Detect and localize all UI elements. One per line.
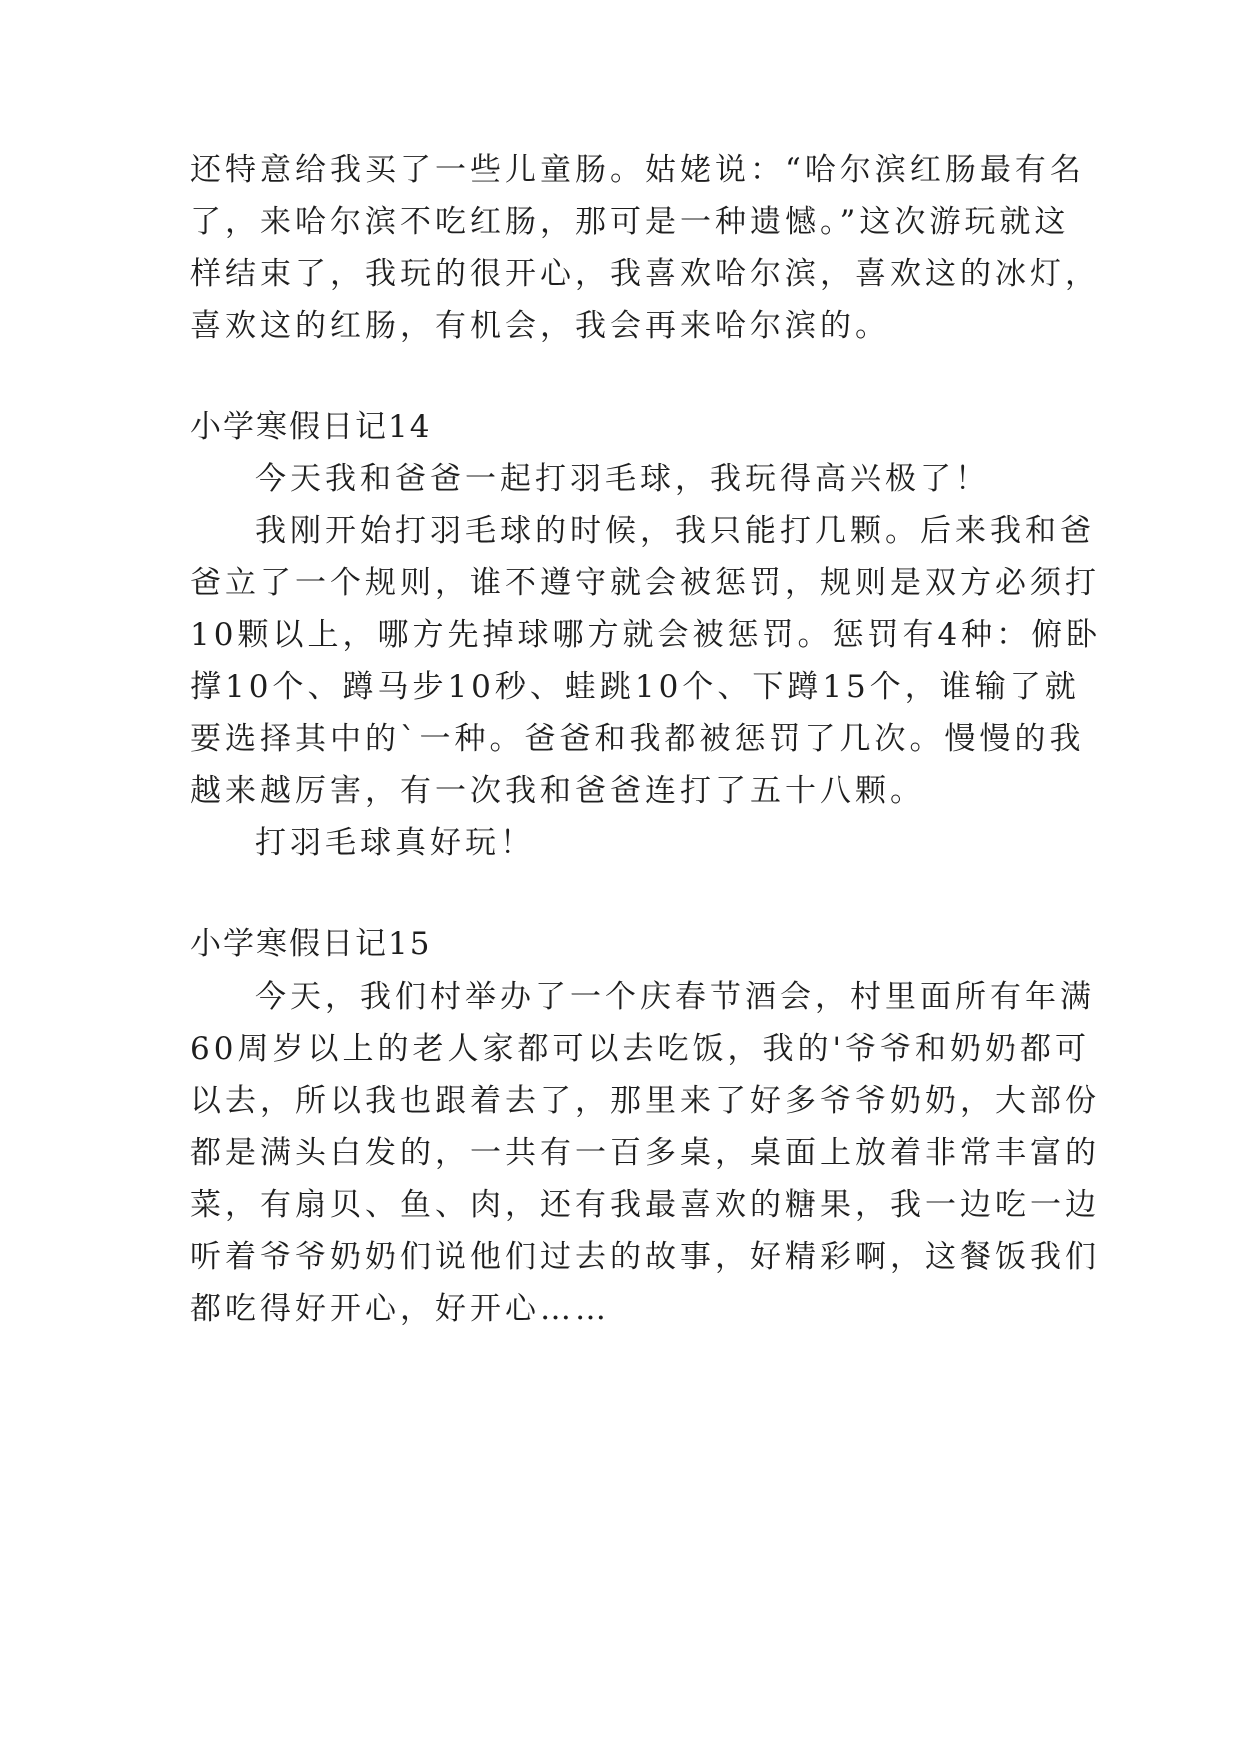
entry-heading: 小学寒假日记14 (190, 409, 432, 445)
paragraph-line: 样结束了，我玩的很开心，我喜欢哈尔滨，喜欢这的冰灯， (190, 256, 1100, 292)
paragraph-line: 今天，我们村举办了一个庆春节酒会，村里面所有年满 (255, 979, 1095, 1015)
paragraph-line: 打羽毛球真好玩！ (255, 825, 535, 861)
paragraph-line: 越来越厉害，有一次我和爸爸连打了五十八颗。 (190, 773, 925, 809)
paragraph-line: 菜，有扇贝、鱼、肉，还有我最喜欢的糖果，我一边吃一边 (190, 1187, 1100, 1223)
paragraph-line: 以去，所以我也跟着去了，那里来了好多爷爷奶奶，大部份 (190, 1083, 1100, 1119)
paragraph-line: 还特意给我买了一些儿童肠。姑姥说：“哈尔滨红肠最有名 (190, 152, 1085, 188)
paragraph-line: 我刚开始打羽毛球的时候，我只能打几颗。后来我和爸 (255, 513, 1095, 549)
paragraph-line: 60周岁以上的老人家都可以去吃饭，我的'爷爷和奶奶都可 (190, 1031, 1090, 1067)
paragraph-line: 听着爷爷奶奶们说他们过去的故事，好精彩啊，这餐饭我们 (190, 1239, 1100, 1275)
paragraph-line: 都吃得好开心，好开心…… (190, 1291, 610, 1327)
entry-heading: 小学寒假日记15 (190, 926, 432, 962)
paragraph-line: 都是满头白发的，一共有一百多桌，桌面上放着非常丰富的 (190, 1135, 1100, 1171)
paragraph-line: 10颗以上，哪方先掉球哪方就会被惩罚。惩罚有4种：俯卧 (190, 617, 1102, 653)
paragraph-line: 今天我和爸爸一起打羽毛球，我玩得高兴极了！ (255, 461, 990, 497)
paragraph-line: 爸立了一个规则，谁不遵守就会被惩罚，规则是双方必须打 (190, 565, 1100, 601)
paragraph-line: 撑10个、蹲马步10秒、蛙跳10个、下蹲15个，谁输了就 (190, 669, 1080, 705)
paragraph-line: 喜欢这的红肠，有机会，我会再来哈尔滨的。 (190, 308, 890, 344)
paragraph-line: 了，来哈尔滨不吃红肠，那可是一种遗憾。”这次游玩就这 (190, 204, 1070, 240)
paragraph-line: 要选择其中的`一种。爸爸和我都被惩罚了几次。慢慢的我 (190, 721, 1085, 757)
